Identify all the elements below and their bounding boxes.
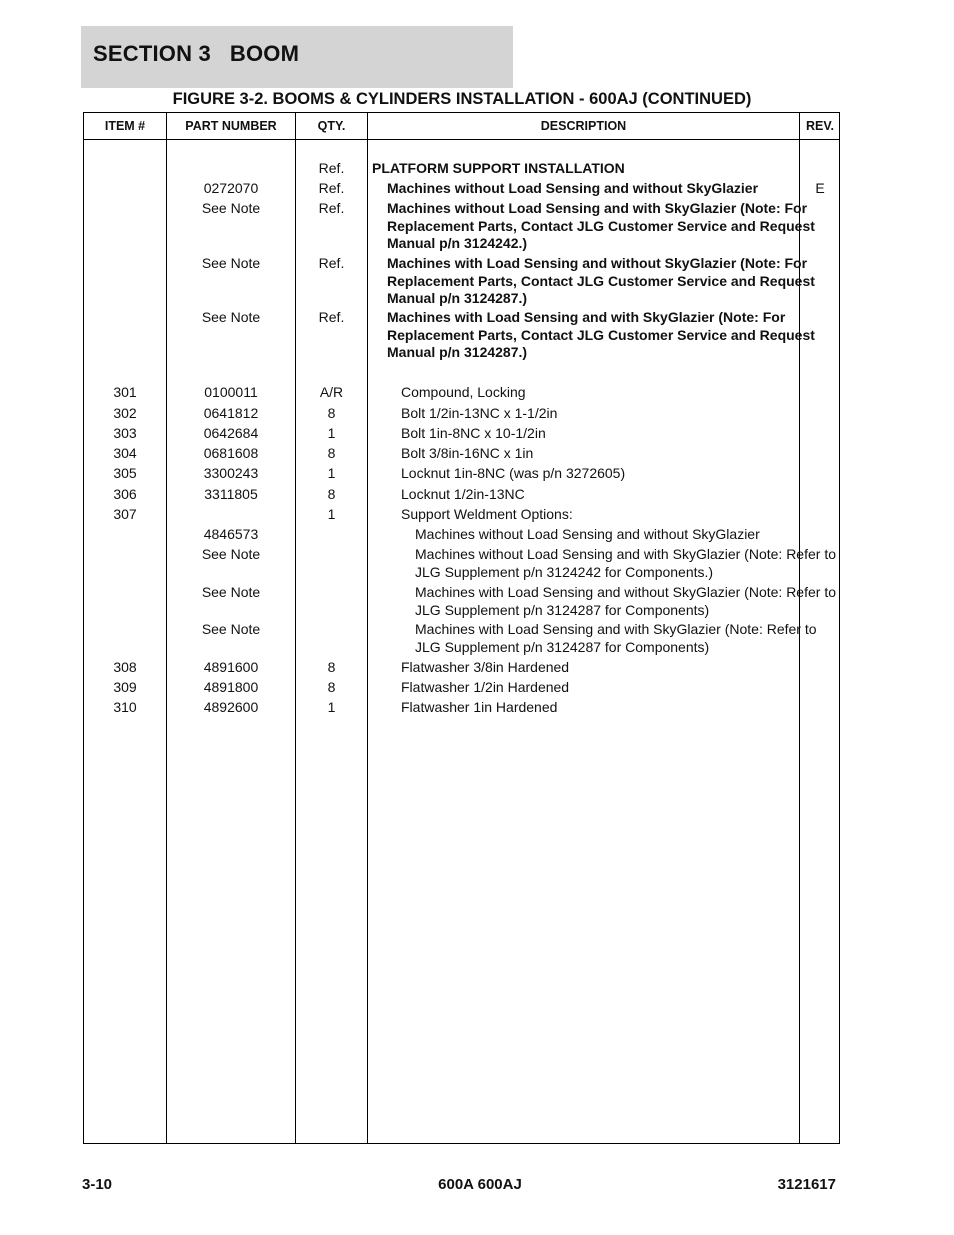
description-cell: Support Weldment Options:	[401, 506, 573, 522]
description-cell: Flatwasher 1in Hardened	[401, 699, 558, 715]
qty-cell: Ref.	[318, 309, 345, 325]
qty-cell: Ref.	[318, 255, 345, 271]
part-number-cell: 0642684	[203, 425, 259, 441]
part-number-cell: See Note	[201, 255, 261, 271]
qty-cell: 8	[327, 445, 336, 461]
qty-cell: Ref.	[318, 200, 345, 216]
item-cell: 308	[113, 659, 137, 675]
description-cell: Bolt 1/2in-13NC x 1-1/2in	[401, 405, 558, 421]
part-number-cell: 0272070	[203, 180, 259, 196]
header-item: ITEM #	[104, 119, 146, 133]
column-divider	[367, 113, 368, 1143]
item-cell: 302	[113, 405, 137, 421]
part-number-cell: 3311805	[204, 486, 258, 502]
description-cell: Machines with Load Sensing and with SkyGlazier (Note: For Replacement Parts, Contact JLG Customer Service and Request Manual p/n 3124287.)	[387, 309, 815, 360]
description-cell: PLATFORM SUPPORT INSTALLATION	[372, 160, 625, 176]
part-number-cell: See Note	[201, 546, 261, 562]
description-cell: Machines with Load Sensing and without SkyGlazier (Note: Refer to JLG Supplement p/n 3124287 for Components)	[415, 584, 836, 618]
figure-title: FIGURE 3-2. BOOMS & CYLINDERS INSTALLATION - 600AJ (CONTINUED)	[172, 90, 752, 108]
section-title: SECTION 3 BOOM	[93, 41, 300, 66]
document-number: 3121617	[777, 1176, 836, 1193]
part-number-cell: 4891600	[203, 659, 259, 675]
header-divider	[84, 139, 839, 140]
qty-cell: 8	[327, 679, 336, 695]
qty-cell: 1	[327, 465, 336, 481]
part-number-cell: See Note	[201, 200, 261, 216]
section-header	[81, 26, 513, 88]
description-cell: Bolt 3/8in-16NC x 1in	[401, 445, 534, 461]
part-number-cell: 0100011	[204, 384, 258, 400]
description-cell: Machines with Load Sensing and with SkyGlazier (Note: Refer to JLG Supplement p/n 3124287 for Components)	[415, 621, 817, 655]
description-cell: Locknut 1/2in-13NC	[401, 486, 525, 502]
part-number-cell: 3300243	[203, 465, 259, 481]
header-part-number: PART NUMBER	[185, 119, 277, 133]
header-rev: REV.	[805, 119, 835, 133]
qty-cell: A/R	[319, 384, 344, 400]
item-cell: 304	[113, 445, 137, 461]
part-number-cell: See Note	[201, 309, 261, 325]
item-cell: 307	[113, 506, 137, 522]
qty-cell: Ref.	[318, 160, 345, 176]
model-name: 600A 600AJ	[438, 1176, 522, 1193]
qty-cell: 1	[327, 506, 336, 522]
header-qty: QTY.	[317, 119, 346, 133]
description-cell: Machines with Load Sensing and without SkyGlazier (Note: For Replacement Parts, Contact JLG Customer Service and Request Manual p/n 3124287.)	[387, 255, 815, 306]
part-number-cell: See Note	[201, 584, 261, 600]
description-cell: Bolt 1in-8NC x 10-1/2in	[401, 425, 546, 441]
item-cell: 309	[113, 679, 137, 695]
qty-cell: 1	[327, 699, 336, 715]
part-number-cell: 0641812	[203, 405, 259, 421]
rev-cell: E	[815, 180, 825, 196]
part-number-cell: 4846573	[203, 526, 259, 542]
description-cell: Flatwasher 3/8in Hardened	[401, 659, 570, 675]
description-cell: Locknut 1in-8NC (was p/n 3272605)	[401, 465, 626, 481]
item-cell: 303	[113, 425, 137, 441]
item-cell: 306	[113, 486, 137, 502]
qty-cell: 8	[327, 659, 336, 675]
part-number-cell: 0681608	[203, 445, 259, 461]
item-cell: 310	[113, 699, 137, 715]
item-cell: 301	[113, 384, 137, 400]
description-cell: Machines without Load Sensing and without SkyGlazier	[415, 526, 760, 542]
qty-cell: 1	[327, 425, 336, 441]
header-description: DESCRIPTION	[540, 119, 627, 133]
qty-cell: Ref.	[318, 180, 345, 196]
qty-cell: 8	[327, 486, 336, 502]
description-cell: Machines without Load Sensing and with SkyGlazier (Note: For Replacement Parts, Contact JLG Customer Service and Request Manual p/n 3124242.)	[387, 200, 815, 251]
part-number-cell: 4892600	[203, 699, 259, 715]
description-cell: Compound, Locking	[401, 384, 526, 400]
part-number-cell: 4891800	[203, 679, 259, 695]
qty-cell: 8	[327, 405, 336, 421]
parts-table	[83, 112, 840, 1144]
description-cell: Flatwasher 1/2in Hardened	[401, 679, 570, 695]
part-number-cell: See Note	[201, 621, 261, 637]
description-cell: Machines without Load Sensing and without SkyGlazier	[387, 180, 759, 196]
page-number: 3-10	[82, 1176, 113, 1193]
item-cell: 305	[113, 465, 137, 481]
description-cell: Machines without Load Sensing and with SkyGlazier (Note: Refer to JLG Supplement p/n 3124242 for Components.)	[415, 546, 836, 580]
